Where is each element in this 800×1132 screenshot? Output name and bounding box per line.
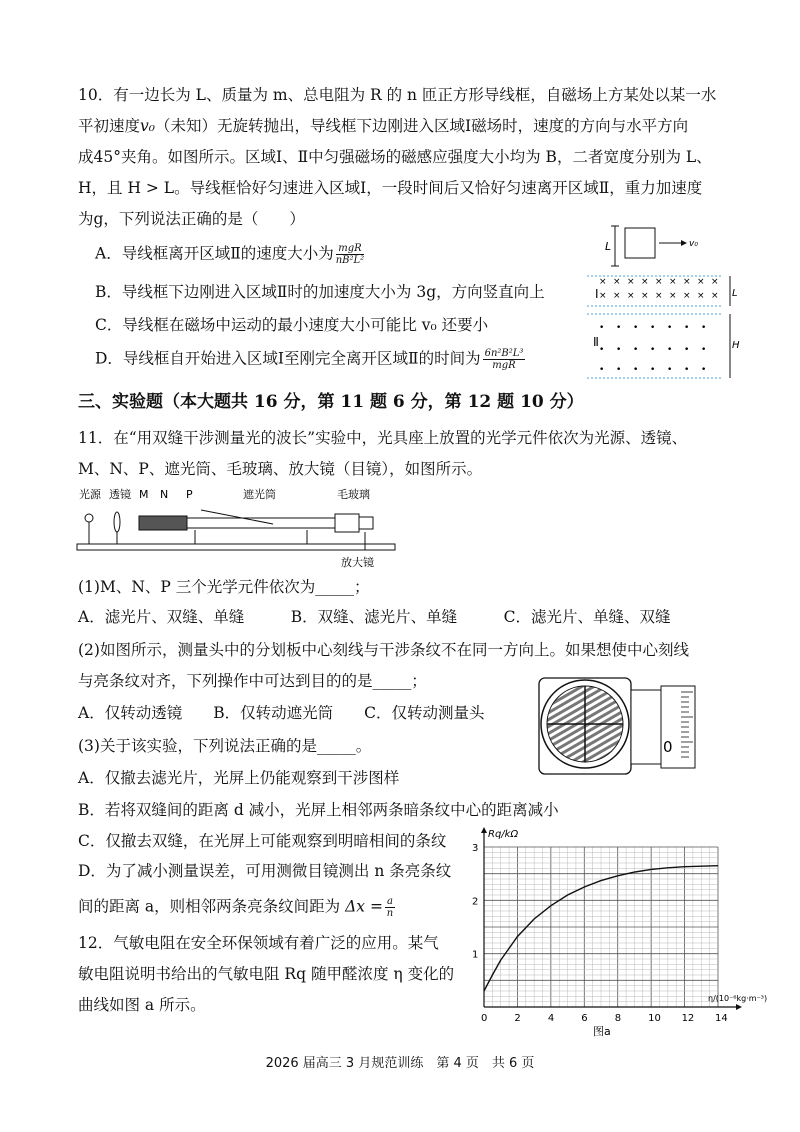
q10-line2a: 平初速度 — [78, 117, 141, 135]
measuring-head-figure — [537, 676, 699, 778]
field-cross-mark: × — [683, 291, 691, 301]
q10-option-a-fraction — [336, 243, 364, 266]
field-dot-mark: • — [633, 365, 639, 375]
velocity-arrowhead — [681, 240, 687, 246]
fraction-numerator: mgR — [336, 243, 364, 255]
q10-option-a-text: A．导线框离开区域Ⅱ的速度大小为 — [95, 244, 334, 263]
section-3-heading: 三、实验题（本大题共 16 分，第 11 题 6 分，第 12 题 10 分） — [78, 392, 584, 412]
optical-bench-figure — [75, 484, 405, 574]
y-tick-label: 3 — [472, 843, 479, 854]
light-source-label: 光源 — [79, 488, 101, 501]
q11-part3-option-d-line1: D．为了减小测量误差，可用测微目镜测出 n 条亮条纹 — [78, 862, 452, 880]
chart-grid — [484, 847, 718, 1007]
x-axis-arrow — [736, 1004, 742, 1010]
q11-part3-option-b: B．若将双缝间的距离 d 减小，光屏上相邻两条暗条纹中心的距离减小 — [78, 801, 559, 819]
field-dot-mark: • — [599, 345, 605, 355]
fraction-denominator: n — [386, 908, 394, 919]
fraction-denominator: mgR — [492, 360, 516, 371]
q11-part1-options: A．滤光片、双缝、单缝 B．双缝、滤光片、单缝 C．滤光片、单缝、双缝 — [78, 608, 671, 626]
n-label: N — [160, 488, 169, 501]
field-dot-mark: • — [701, 365, 707, 375]
q11-line1: 11．在“用双缝干涉测量光的波长”实验中，光具座上放置的光学元件依次为光源、透镜、 — [78, 429, 688, 447]
field-dot-mark: • — [701, 345, 707, 355]
field-cross-mark: × — [599, 277, 607, 287]
q10-line4: H，且 H > L。导线框恰好匀速进入区域Ⅰ，一段时间后又恰好匀速离开区域Ⅱ，重力加速度 — [78, 179, 703, 197]
chart-caption: 图a — [593, 1025, 611, 1038]
q11-part2-line2: 与亮条纹对齐，下列操作中可达到目的的是_____； — [78, 672, 427, 690]
micrometer-body — [631, 690, 661, 764]
q11-option-d-fraction — [385, 896, 395, 919]
field-cross-mark: × — [669, 277, 677, 287]
light-shield-tube — [187, 518, 335, 528]
region-ii-label: Ⅱ — [593, 335, 599, 349]
q11-part3: (3)关于该实验，下列说法正确的是_____。 — [78, 737, 372, 755]
q10-option-d-text: D．导线框自开始进入区域Ⅰ至刚完全离开区域Ⅱ的时间为 — [95, 349, 481, 368]
q10-line1: 10．有一边长为 L、质量为 m、总电阻为 R 的 n 匝正方形导线框，自磁场上方某处以某一水 — [78, 86, 717, 104]
v0-label: v₀ — [689, 239, 698, 249]
field-dot-mark: • — [650, 345, 656, 355]
q10-line5: 为g，下列说法正确的是（ ） — [78, 210, 305, 228]
filter-and-slit-assembly — [139, 516, 187, 530]
field-dot-mark: • — [667, 345, 673, 355]
q10-option-a — [95, 243, 366, 266]
field-dot-mark: • — [616, 323, 622, 333]
q11-part1: (1)M、N、P 三个光学元件依次为_____； — [78, 578, 370, 596]
ground-glass-element — [335, 514, 359, 532]
q12-line1: 12．气敏电阻在安全环保领域有着广泛的应用。某气 — [78, 934, 439, 952]
field-dot-mark: • — [616, 345, 622, 355]
x-tick-label: 0 — [481, 1013, 488, 1024]
field-cross-mark: × — [683, 277, 691, 287]
x-tick-label: 12 — [681, 1013, 695, 1024]
light-source-bulb — [85, 514, 93, 522]
field-cross-mark: × — [641, 291, 649, 301]
field-dot-mark: • — [599, 365, 605, 375]
x-axis-label: η/(10⁻⁶kg·m⁻³) — [708, 994, 768, 1003]
q11-delta-x: Δx = — [345, 897, 383, 916]
y-axis-label: Rq/kΩ — [488, 829, 519, 840]
q10-option-b: B．导线框下边刚进入区域Ⅱ时的加速度大小为 3g，方向竖直向上 — [95, 283, 545, 301]
p-label: P — [186, 488, 193, 501]
region-i-cross-marks — [599, 277, 719, 301]
gas-sensor-resistance-chart — [460, 825, 790, 1037]
field-dot-mark: • — [650, 323, 656, 333]
x-tick-label: 4 — [547, 1013, 555, 1024]
field-dot-mark: • — [650, 365, 656, 375]
h-label: H — [732, 340, 740, 351]
field-dot-mark: • — [684, 323, 690, 333]
fraction-numerator: 6n²B²L³ — [484, 348, 524, 359]
lens-label: 透镜 — [109, 488, 131, 501]
q12-line3: 曲线如图 a 所示。 — [78, 996, 206, 1014]
y-tick-label: 1 — [472, 949, 479, 961]
field-dot-mark: • — [599, 323, 605, 333]
x-tick-label: 6 — [581, 1013, 588, 1024]
field-cross-mark: × — [669, 291, 677, 301]
l-label-region: L — [732, 288, 738, 299]
micrometer-zero-label: 0 — [663, 738, 673, 756]
field-dot-mark: • — [667, 323, 673, 333]
magnifier-eyepiece — [359, 517, 373, 529]
field-cross-mark: × — [613, 277, 621, 287]
tube-label: 遮光筒 — [243, 488, 276, 501]
magnifier-label: 放大镜 — [341, 556, 374, 569]
q10-option-d-fraction — [483, 348, 526, 371]
field-cross-mark: × — [711, 291, 719, 301]
fraction-numerator: a — [386, 896, 393, 907]
field-cross-mark: × — [711, 277, 719, 287]
x-tick-label: 8 — [614, 1013, 622, 1024]
q11-part2-line1: (2)如图所示，测量头中的分划板中心刻线与干涉条纹不在同一方向上。如果想使中心刻线 — [78, 641, 689, 659]
field-cross-mark: × — [613, 291, 621, 301]
field-cross-mark: × — [655, 277, 663, 287]
field-cross-mark: × — [697, 291, 705, 301]
q10-option-d — [95, 348, 527, 371]
field-dot-mark: • — [684, 345, 690, 355]
field-dot-mark: • — [616, 365, 622, 375]
y-tick-label: 2 — [472, 896, 479, 908]
x-tick-label: 14 — [715, 1013, 728, 1024]
fraction-denominator: nB²L² — [335, 255, 365, 266]
optical-bench-rail — [77, 544, 395, 550]
y-axis-arrow — [481, 827, 487, 833]
page-footer: 2026 届高三 3 月规范训练 第 4 页 共 6 页 — [265, 1056, 535, 1071]
x-tick-label: 2 — [514, 1013, 521, 1024]
q10-line2c: （未知）无旋转抛出，导线框下边刚进入区域Ⅰ磁场时，速度的方向与水平方向 — [155, 117, 689, 135]
field-cross-mark: × — [599, 291, 607, 301]
field-cross-mark: × — [697, 277, 705, 287]
lens-element — [114, 512, 120, 532]
field-dot-mark: • — [633, 345, 639, 355]
q11-line2: M、N、P、遮光筒、毛玻璃、放大镜（目镜），如图所示。 — [78, 460, 483, 478]
q10-v0: v₀ — [140, 117, 155, 135]
q11-part2-options: A．仅转动透镜 B．仅转动遮光筒 C．仅转动测量头 — [78, 704, 485, 722]
q10-magnetic-field-figure — [585, 218, 740, 383]
field-dot-mark: • — [667, 365, 673, 375]
field-cross-mark: × — [627, 291, 635, 301]
m-label: M — [139, 488, 149, 501]
q12-line2: 敏电阻说明书给出的气敏电阻 Rq 随甲醛浓度 η 变化的 — [78, 965, 455, 983]
l-label-top: L — [605, 240, 612, 253]
q11-part3-option-a: A．仅撤去滤光片，光屏上仍能观察到干涉图样 — [78, 769, 400, 787]
field-dot-mark: • — [701, 323, 707, 333]
q11-part3-option-d-line2 — [78, 896, 397, 919]
field-dot-mark: • — [633, 323, 639, 333]
region-ii-dot-marks — [599, 323, 706, 375]
region-i-label: Ⅰ — [595, 287, 599, 301]
q10-line2 — [78, 116, 688, 136]
field-dot-mark: • — [684, 365, 690, 375]
ground-glass-label: 毛玻璃 — [337, 488, 370, 501]
wire-frame-square — [625, 228, 655, 258]
q10-line3: 成45°夹角。如图所示。区域Ⅰ、Ⅱ中匀强磁场的磁感应强度大小均为 B，二者宽度分别为 L、 — [78, 148, 712, 166]
field-cross-mark: × — [627, 277, 635, 287]
x-tick-label: 10 — [648, 1013, 661, 1024]
q10-option-c: C．导线框在磁场中运动的最小速度大小可能比 v₀ 还要小 — [95, 316, 489, 334]
q11-part3-option-c: C．仅撤去双缝，在光屏上可能观察到明暗相间的条纹 — [78, 832, 447, 850]
field-cross-mark: × — [641, 277, 649, 287]
field-cross-mark: × — [655, 291, 663, 301]
q11-option-d-text: 间的距离 a，则相邻两条亮条纹间距为 — [78, 897, 341, 916]
